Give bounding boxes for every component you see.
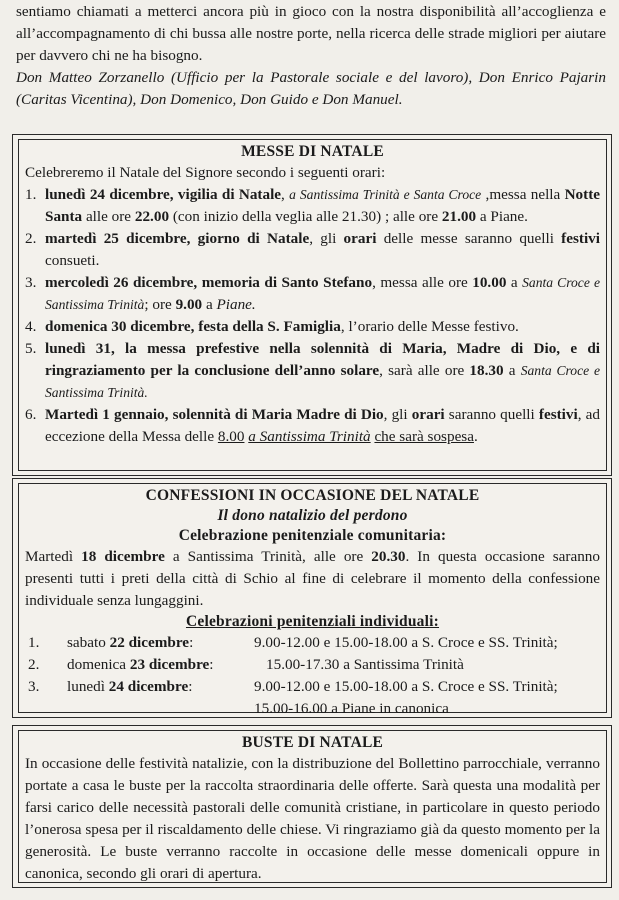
messe-box [12,134,612,476]
confessioni-heading-comunitaria: Celebrazione penitenziale comunitaria: [178,527,447,544]
confessioni-schedule [25,632,600,720]
buste-inner-frame [18,730,607,883]
confessioni-inner-frame [18,483,607,717]
schedule-row: 3. lunedì 24 dicembre: 9.00-12.00 e 15.00-18.00 a S. Croce e SS. Trinità; [28,678,558,695]
buste-text: In occasione delle festività natalizie, con la distribuzione del Bollettino parrocchiale, verranno portate a casa le buste per la raccolta straordinaria delle offerte. Sarà questa una modalità per farsi carico delle necessità pastorali delle comunità cristiane, in particolare in questo periodo l’onerosa spesa per il riscaldamento delle chiese. Vi ringraziamo già da questo momento per la generosità. Le buste verranno raccolte in occasione delle messe domenicali oppure in canonica, secondo gli orari di apertura. [25,755,600,882]
confessioni-paragraph: Martedì 18 dicembre a Santissima Trinità, alle ore 20.30. In questa occasione saranno presenti tutti i preti della città di Schio al fine di celebrare il momento della confessione individuale senza lungaggini. [25,548,600,609]
messe-list [25,184,600,448]
messe-item: 5. lunedì 31, la messa prefestive nella solennità di Maria, Madre di Dio, e di ringraziamento per la conclusione dell’anno solare, sarà alle ore 18.30 a Santa Croce e Santissima Trinità. [25,340,600,400]
buste-title: BUSTE DI NATALE [241,734,384,751]
schedule-row-extra: 15.00-16.00 a Piane in canonica [254,700,449,717]
buste-box [12,725,612,888]
intro-section [16,1,606,111]
confessioni-box [12,478,612,718]
messe-intro: Celebreremo il Natale del Signore secondo i seguenti orari: [25,164,386,181]
messe-item: 3. mercoledì 26 dicembre, memoria di Santo Stefano, messa alle ore 10.00 a Santa Croce e Santissima Trinità; ore 9.00 a Piane. [25,274,600,313]
messe-item: 1. lunedì 24 dicembre, vigilia di Natale, a Santissima Trinità e Santa Croce ,messa nella Notte Santa alle ore 22.00 (con inizio della veglia alle 21.30) ; alle ore 21.00 a Piane. [25,186,600,225]
confessioni-title: CONFESSIONI IN OCCASIONE DEL NATALE [145,487,480,504]
intro-text: sentiamo chiamati a metterci ancora più in gioco con la nostra disponibilità all’accoglienza e all’accompagnamento di chi bussa alle nostre porte, nella ricerca delle strade migliori per aiutare per davvero chi ne ha bisogno. [16,3,606,64]
confessioni-heading-individuali: Celebrazioni penitenziali individuali: [185,613,440,630]
messe-title: MESSE DI NATALE [241,143,384,160]
messe-item: 4. domenica 30 dicembre, festa della S. Famiglia, l’orario delle Messe festivo. [25,318,519,335]
intro-signature: Don Matteo Zorzanello (Ufficio per la Pastorale sociale e del lavoro), Don Enrico Pajarin (Caritas Vicentina), Don Domenico, Don Guido e Don Manuel. [16,69,606,108]
schedule-row: 1. sabato 22 dicembre: 9.00-12.00 e 15.00-18.00 a S. Croce e SS. Trinità; [28,634,558,651]
messe-item: 2. martedì 25 dicembre, giorno di Natale, gli orari delle messe saranno quelli festivi consueti. [25,230,600,269]
schedule-row: 2. domenica 23 dicembre: 15.00-17.30 a Santissima Trinità [28,656,464,673]
messe-inner-frame [18,139,607,471]
messe-item: 6. Martedì 1 gennaio, solennità di Maria Madre di Dio, gli orari saranno quelli festivi, ad eccezione della Messa delle 8.00 a Santissima Trinità che sarà sospesa. [25,406,600,445]
confessioni-subtitle: Il dono natalizio del perdono [217,507,408,524]
